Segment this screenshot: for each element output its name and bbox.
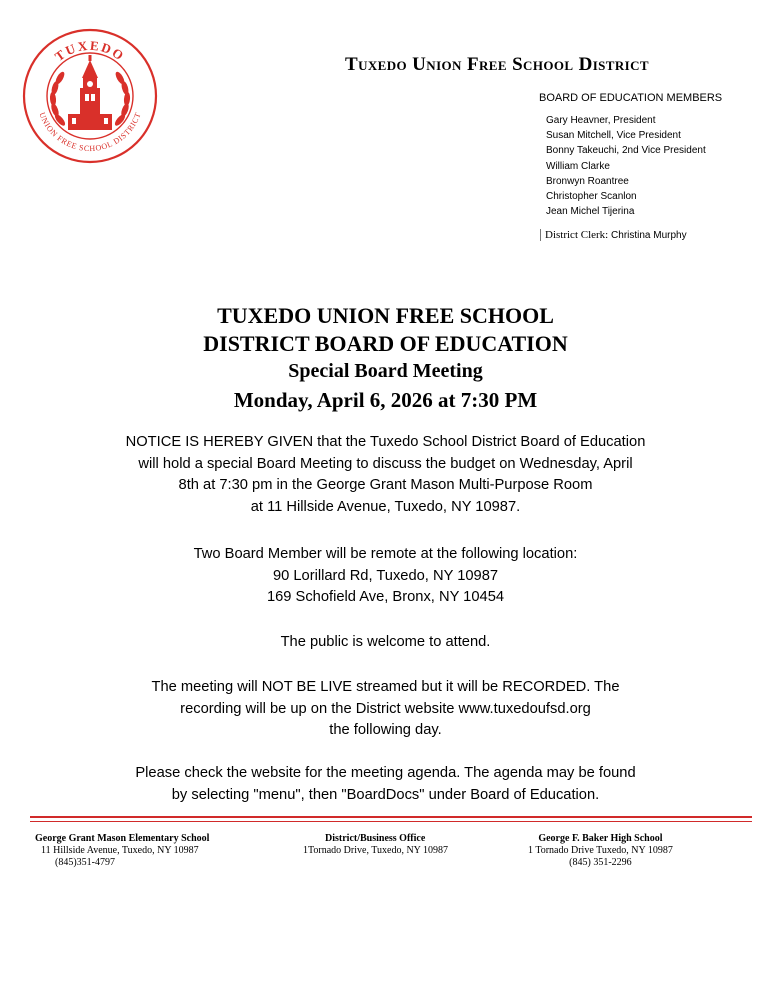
district-clerk-label: District Clerk: — [545, 229, 609, 241]
notice-title-line1: TUXEDO UNION FREE SCHOOL — [217, 303, 554, 328]
footer-school-name: George F. Baker High School — [538, 833, 663, 844]
footer-divider — [30, 816, 752, 818]
paragraph-line: at 11 Hillside Avenue, Tuxedo, NY 10987. — [250, 498, 521, 515]
paragraph-line: Two Board Member will be remote at the following location: — [193, 546, 578, 562]
clock-tower-icon — [68, 55, 112, 130]
footer-elementary-school — [35, 833, 209, 869]
paragraph-line: NOTICE IS HEREBY GIVEN that the Tuxedo School District Board of Education — [125, 434, 646, 450]
board-members-list — [546, 113, 706, 219]
footer-address: 11 Hillside Avenue, Tuxedo, NY 10987 — [41, 845, 199, 856]
district-clerk-name: Christina Murphy — [611, 230, 687, 241]
district-title — [345, 54, 649, 76]
paragraph-line: Please check the website for the meeting agenda. The agenda may be found — [135, 765, 636, 781]
notice-subtitle: Special Board Meeting — [288, 360, 483, 382]
board-member: William Clarke — [546, 160, 610, 172]
paragraph-line: The meeting will NOT BE LIVE streamed but it will be RECORDED. The — [151, 679, 620, 695]
logo-bottom-text: UNION FREE SCHOOL DISTRICT — [37, 111, 143, 154]
footer-address: 1 Tornado Drive Tuxedo, NY 10987 — [528, 845, 673, 856]
board-member: Bronwyn Roantree — [546, 175, 629, 187]
notice-date: Monday, April 6, 2026 at 7:30 PM — [233, 388, 538, 412]
footer-phone: (845)351-4797 — [55, 857, 115, 868]
paragraph-line: by selecting "menu", then "BoardDocs" under Board of Education. — [171, 786, 600, 803]
board-member: Bonny Takeuchi, 2nd Vice President — [546, 145, 706, 157]
footer-high-school — [528, 833, 673, 869]
paragraph-line: will hold a special Board Meeting to discuss the budget on Wednesday, April — [138, 455, 633, 472]
paragraph-line: 8th at 7:30 pm in the George Grant Mason Multi-Purpose Room — [178, 477, 593, 493]
footer-district-office — [303, 833, 448, 857]
district-logo-seal — [22, 28, 158, 164]
district-title-text: Tuxedo Union Free School District — [345, 54, 649, 75]
notice-paragraph-4 — [60, 677, 711, 742]
logo-top-text: TUXEDO — [51, 37, 128, 65]
notice-title-block — [0, 302, 771, 415]
notice-paragraph-5 — [60, 763, 711, 806]
paragraph-line: recording will be up on the District website www.tuxedoufsd.org — [180, 700, 591, 717]
notice-paragraph-2 — [60, 544, 711, 609]
notice-paragraph-3 — [60, 632, 711, 654]
footer-phone: (845) 351-2296 — [569, 857, 632, 868]
district-clerk — [540, 229, 687, 241]
board-member: Christopher Scanlon — [546, 191, 637, 203]
board-members-heading: BOARD OF EDUCATION MEMBERS — [539, 92, 723, 104]
board-member: Susan Mitchell, Vice President — [546, 130, 681, 142]
footer-divider — [30, 821, 752, 822]
board-member: Jean Michel Tijerina — [546, 206, 635, 218]
footer-office-name: District/Business Office — [325, 833, 426, 844]
paragraph-line: The public is welcome to attend. — [280, 634, 491, 650]
notice-paragraph-1 — [60, 432, 711, 518]
notice-title-line2: DISTRICT BOARD OF EDUCATION — [203, 331, 568, 356]
board-member: Gary Heavner, President — [546, 115, 656, 126]
paragraph-line: 90 Lorillard Rd, Tuxedo, NY 10987 — [272, 567, 499, 584]
footer-school-name: George Grant Mason Elementary School — [35, 833, 210, 844]
paragraph-line: 169 Schofield Ave, Bronx, NY 10454 — [266, 589, 505, 605]
paragraph-line: the following day. — [329, 722, 442, 738]
footer-address: 1Tornado Drive, Tuxedo, NY 10987 — [303, 845, 449, 856]
